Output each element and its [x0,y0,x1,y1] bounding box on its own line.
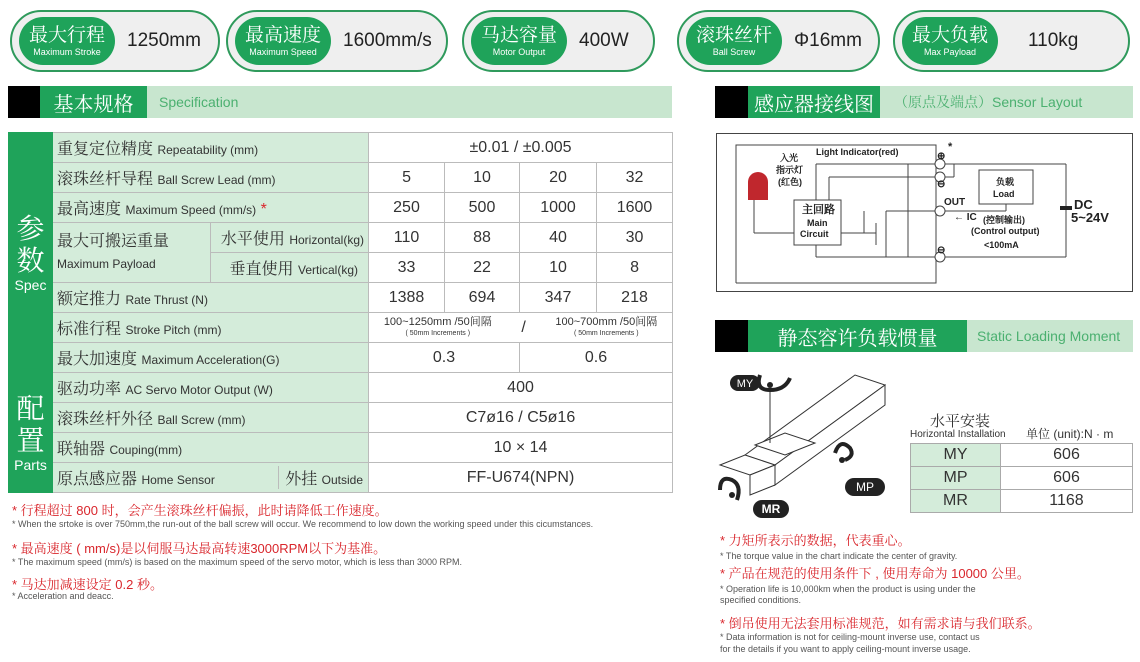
moment-title-en: Horizontal Installation [910,429,1006,440]
svg-text:MP: MP [856,480,874,494]
svg-text:(红色): (红色) [778,177,802,187]
sensor-wiring-diagram [716,133,1133,293]
svg-text:Light Indicator(red): Light Indicator(red) [816,147,899,157]
note-en: specified conditions. [720,595,802,605]
row-label: 最高速度 Maximum Speed (mm/s) * [53,193,369,223]
table-row [9,403,673,433]
svg-text:<100mA: <100mA [984,240,1019,250]
moment-key: MR [911,490,1001,513]
badge-sublabel: Ball Screw [712,46,756,57]
note-cn: * 马达加减速设定 0.2 秒。 [12,577,163,592]
moment-value: 606 [1001,467,1133,490]
table-row [9,313,673,343]
note-en: for the details if you want to apply ceiling-mount inverse usage. [720,644,971,654]
section-subtitle: （原点及端点）Sensor Layout [880,86,1133,118]
row-sublabel: 垂直使用 Vertical(kg) [211,253,369,283]
svg-text:(控制输出): (控制输出) [983,215,1025,225]
moment-key: MP [911,467,1001,490]
row-label: 滚珠丝杆外径 Ball Screw (mm) [53,403,369,433]
section-title: 基本规格 [40,86,147,118]
svg-text:⊖: ⊖ [937,179,946,190]
cell-value: C7ø16 / C5ø16 [369,403,673,433]
badge-value: 110kg [1028,30,1079,51]
badge-label: 最大行程 [29,24,106,46]
cell-value: FF-U674(NPN) [369,463,673,493]
cell-value: 30 [597,223,673,253]
note-cn: * 产品在规范的使用条件下 , 使用寿命为 10000 公里。 [720,566,1030,581]
note-cn: * 力矩所表示的数据，代表重心。 [720,533,911,548]
sensor-section-header [715,86,1133,118]
row-sublabel: 水平使用 Horizontal(kg) [211,223,369,253]
cell-value: 88 [445,223,520,253]
svg-text:← IC: ← IC [954,212,977,223]
table-row [9,343,673,373]
badge-value: 400W [579,30,629,51]
badge-value: 1250mm [127,30,201,51]
section-subtitle: Static Loading Moment [967,320,1133,352]
svg-text:*: * [948,141,953,153]
table-row [911,490,1133,513]
cell-value: 1000 [520,193,597,223]
badge-max-payload [893,10,1130,72]
badge-max-speed [226,10,448,72]
svg-text:Circuit: Circuit [800,229,829,239]
badge-label: 滚珠丝杆 [696,24,773,46]
moment-title-cn: 水平安装 [930,413,991,430]
note-en: * Data information is not for ceiling-mount inverse use, contact us [720,632,980,642]
table-row [9,283,673,313]
table-row [9,223,673,253]
svg-text:OUT: OUT [944,197,966,208]
section-subtitle: Specification [147,86,672,118]
svg-text:主回路: 主回路 [802,204,835,216]
row-label: 最大加速度 Maximum Acceleration(G) [53,343,369,373]
table-row [9,193,673,223]
cell-value: 0.6 [520,343,673,373]
moment-unit: 单位 (unit):N · m [1026,427,1114,441]
cell-value: 0.3 [369,343,520,373]
note-cn: * 倒吊使用无法套用标准规范，如有需求请与我们联系。 [720,616,1041,631]
row-label: 额定推力 Rate Thrust (N) [53,283,369,313]
svg-text:⊕: ⊕ [937,151,946,162]
badge-sublabel: Maximum Stroke [33,46,101,57]
cell-value: 20 [520,163,597,193]
svg-text:5~24V: 5~24V [1071,210,1109,225]
badge-motor-output [462,10,655,72]
note-en: * Acceleration and deacc. [12,591,114,601]
cell-value: 5 [369,163,445,193]
svg-text:Main: Main [807,218,828,228]
svg-text:MR: MR [761,502,781,516]
badge-label: 最大负载 [912,24,989,46]
cell-value: 33 [369,253,445,283]
cell-value: 500 [445,193,520,223]
badge-value: 1600mm/s [343,30,432,51]
cell-value: 32 [597,163,673,193]
table-row [911,444,1133,467]
svg-text:负载: 负载 [996,177,1015,187]
note-en: * The maximum speed (mm/s) is based on the maximum speed of the servo motor, which is less than 3000 RPM. [12,557,463,567]
note-en: * When the srtoke is over 750mm,the run-out of the ball screw will occur. We recommend to low down the working speed under this cicumstances. [12,519,594,529]
cell-value: 10 [445,163,520,193]
table-row [9,433,673,463]
parts-group: 配 置 Parts [9,373,53,493]
cell-value: 347 [520,283,597,313]
mp-label [845,478,885,496]
row-label: 滚珠丝杆导程 Ball Screw Lead (mm) [53,163,369,193]
indicator-lamp-icon [748,172,768,200]
row-label: 最大可搬运重量 Maximum Payload [53,223,211,283]
badge-value: Φ16mm [794,30,862,51]
table-row [9,373,673,403]
svg-text:入光: 入光 [780,153,799,163]
cell-value: 100~1250mm /50间隔 ( 50mm Increments ) / 100~700mm /50间隔 ( 50mm Increments ) [369,313,673,343]
mr-label [753,500,789,518]
spec-group: 参 数 Spec [9,133,53,373]
cell-value: 8 [597,253,673,283]
svg-text:(Control output): (Control output) [971,226,1040,236]
cell-value: 40 [520,223,597,253]
cell-value: 22 [445,253,520,283]
table-row [9,463,673,493]
badge-max-stroke [10,10,220,72]
badge-label: 最高速度 [245,24,322,46]
badge-sublabel: Maximum Speed [249,46,317,57]
cell-value: ±0.01 / ±0.005 [369,133,673,163]
note-en: * Operation life is 10,000km when the product is using under the [720,584,976,594]
cell-value: 400 [369,373,673,403]
moment-key: MY [911,444,1001,467]
svg-text:指示灯: 指示灯 [776,165,804,175]
badge-sublabel: Max Payload [923,46,977,57]
moment-section-header [715,320,1133,352]
cell-value: 10 [520,253,597,283]
row-label: 原点感应器 Home Sensor 外挂 Outside [53,463,369,493]
moment-value: 606 [1001,444,1133,467]
badge-label: 马达容量 [481,24,558,46]
table-row [9,163,673,193]
spec-section-header [8,86,672,118]
my-label [730,375,760,391]
section-title: 感应器接线图 [748,86,880,118]
cell-value: 110 [369,223,445,253]
table-row [911,467,1133,490]
cell-value: 218 [597,283,673,313]
cell-value: 10 × 14 [369,433,673,463]
svg-text:MY: MY [736,378,754,390]
svg-text:DC: DC [1074,197,1093,212]
note-en: * The torque value in the chart indicate the center of gravity. [720,551,958,561]
row-label: 驱动功率 AC Servo Motor Output (W) [53,373,369,403]
note-cn: * 行程超过 800 时，会产生滚珠丝杆偏振，此时请降低工作速度。 [12,503,388,518]
cell-value: 1388 [369,283,445,313]
row-label: 标准行程 Stroke Pitch (mm) [53,313,369,343]
svg-text:⊖: ⊖ [937,245,946,256]
cell-value: 694 [445,283,520,313]
cell-value: 1600 [597,193,673,223]
row-label: 重复定位精度 Repeatability (mm) [53,133,369,163]
moment-table [910,443,1133,513]
badge-sublabel: Motor Output [492,46,546,57]
table-row [9,133,673,163]
cell-value: 250 [369,193,445,223]
badge-ball-screw [677,10,880,72]
spec-table [8,132,673,493]
section-title: 静态容许负载惯量 [748,320,967,352]
row-label: 联轴器 Couping(mm) [53,433,369,463]
moment-value: 1168 [1001,490,1133,513]
moment-diagram [715,365,905,520]
note-cn: * 最高速度 ( mm/s)是以伺服马达最高转速3000RPM以下为基准。 [12,541,387,556]
svg-text:Load: Load [993,189,1015,199]
